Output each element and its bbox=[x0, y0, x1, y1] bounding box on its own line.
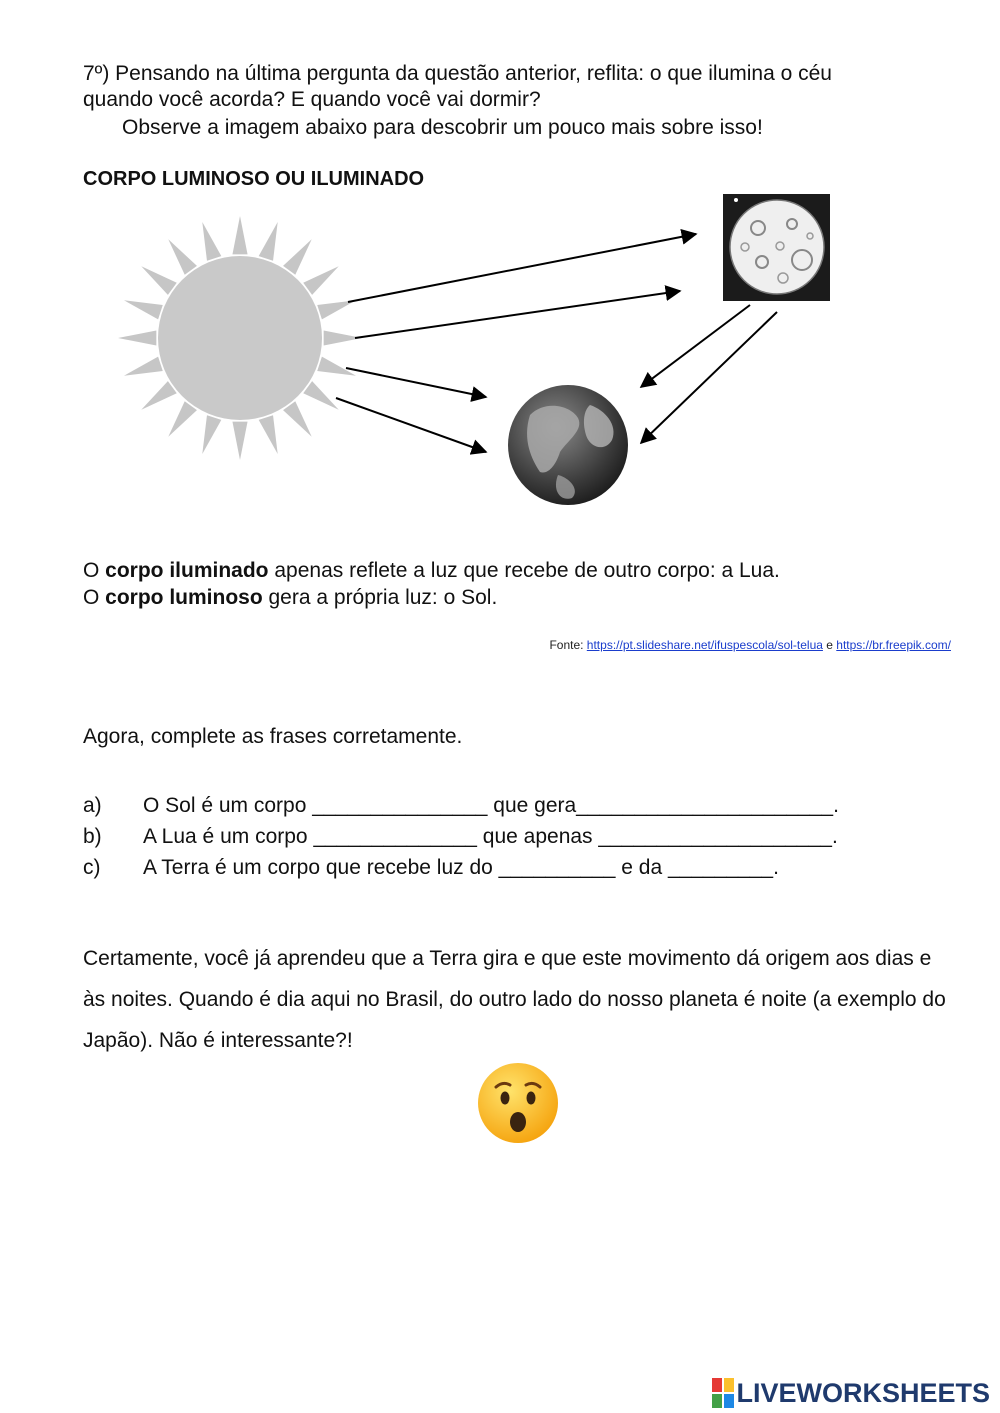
definition-luminous: O corpo luminoso gera a própria luz: o Sol. bbox=[83, 586, 498, 609]
liveworksheets-logo-text: LIVEWORKSHEETS bbox=[736, 1377, 990, 1408]
section-heading: CORPO LUMINOSO OU ILUMINADO bbox=[83, 168, 425, 190]
sun-ray bbox=[141, 266, 176, 295]
earth-icon bbox=[508, 385, 628, 505]
sun-ray bbox=[283, 239, 312, 274]
closing-paragraph: Certamente, você já aprendeu que a Terra gira e que este movimento dá origem aos dias e às noites. Quando é dia aqui no Brasil, do outro lado do nosso planeta é noite (a exemplo do Japão). Não é interessante?! bbox=[83, 947, 946, 1052]
source-link-freepik[interactable]: https://br.freepik.com/ bbox=[836, 638, 951, 652]
sun-ray bbox=[232, 216, 247, 254]
source-link-slideshare[interactable]: https://pt.slideshare.net/ifuspescola/sol-telua bbox=[586, 638, 823, 652]
surprised-face-icon bbox=[476, 1061, 560, 1145]
liveworksheets-logo bbox=[712, 1376, 990, 1410]
question-line-1: 7º) Pensando na última pergunta da questão anterior, reflita: o que ilumina o céu bbox=[83, 62, 832, 85]
sun-moon-earth-diagram bbox=[90, 190, 850, 520]
sun-ray bbox=[202, 415, 221, 454]
sun-ray bbox=[118, 330, 156, 345]
sun-ray bbox=[168, 239, 197, 274]
sun-ray bbox=[259, 415, 278, 454]
sun-ray bbox=[317, 357, 356, 376]
sun-ray bbox=[283, 401, 312, 436]
question-line-2: quando você acorda? E quando você vai dormir? bbox=[83, 88, 541, 111]
exercise-item-b: b) A Lua é um corpo ______________ que apenas ____________________. bbox=[83, 825, 838, 848]
sun-ray bbox=[232, 422, 247, 460]
sun-icon bbox=[118, 216, 362, 460]
sun-ray bbox=[259, 222, 278, 261]
question-line-3: Observe a imagem abaixo para descobrir um pouco mais sobre isso! bbox=[122, 116, 763, 139]
sun-ray bbox=[303, 266, 338, 295]
sun-ray bbox=[124, 357, 163, 376]
moon-icon bbox=[723, 194, 830, 301]
exercise-item-a: a) O Sol é um corpo _______________ que gera______________________. bbox=[83, 794, 839, 817]
liveworksheets-logo-icon bbox=[712, 1378, 736, 1408]
exercise-item-c: c) A Terra é um corpo que recebe luz do __________ e da _________. bbox=[83, 856, 779, 879]
source-credit: Fonte: https://pt.slideshare.net/ifuspescola/sol-telua e https://br.freepik.com/ bbox=[549, 638, 951, 652]
instruction: Agora, complete as frases corretamente. bbox=[83, 725, 463, 748]
sun-ray bbox=[317, 300, 356, 319]
sun-ray bbox=[141, 381, 176, 410]
definition-illuminated: O corpo iluminado apenas reflete a luz que recebe de outro corpo: a Lua. bbox=[83, 559, 780, 582]
sun-ray bbox=[124, 300, 163, 319]
sun-ray bbox=[303, 381, 338, 410]
sun-ray bbox=[168, 401, 197, 436]
sun-ray bbox=[202, 222, 221, 261]
